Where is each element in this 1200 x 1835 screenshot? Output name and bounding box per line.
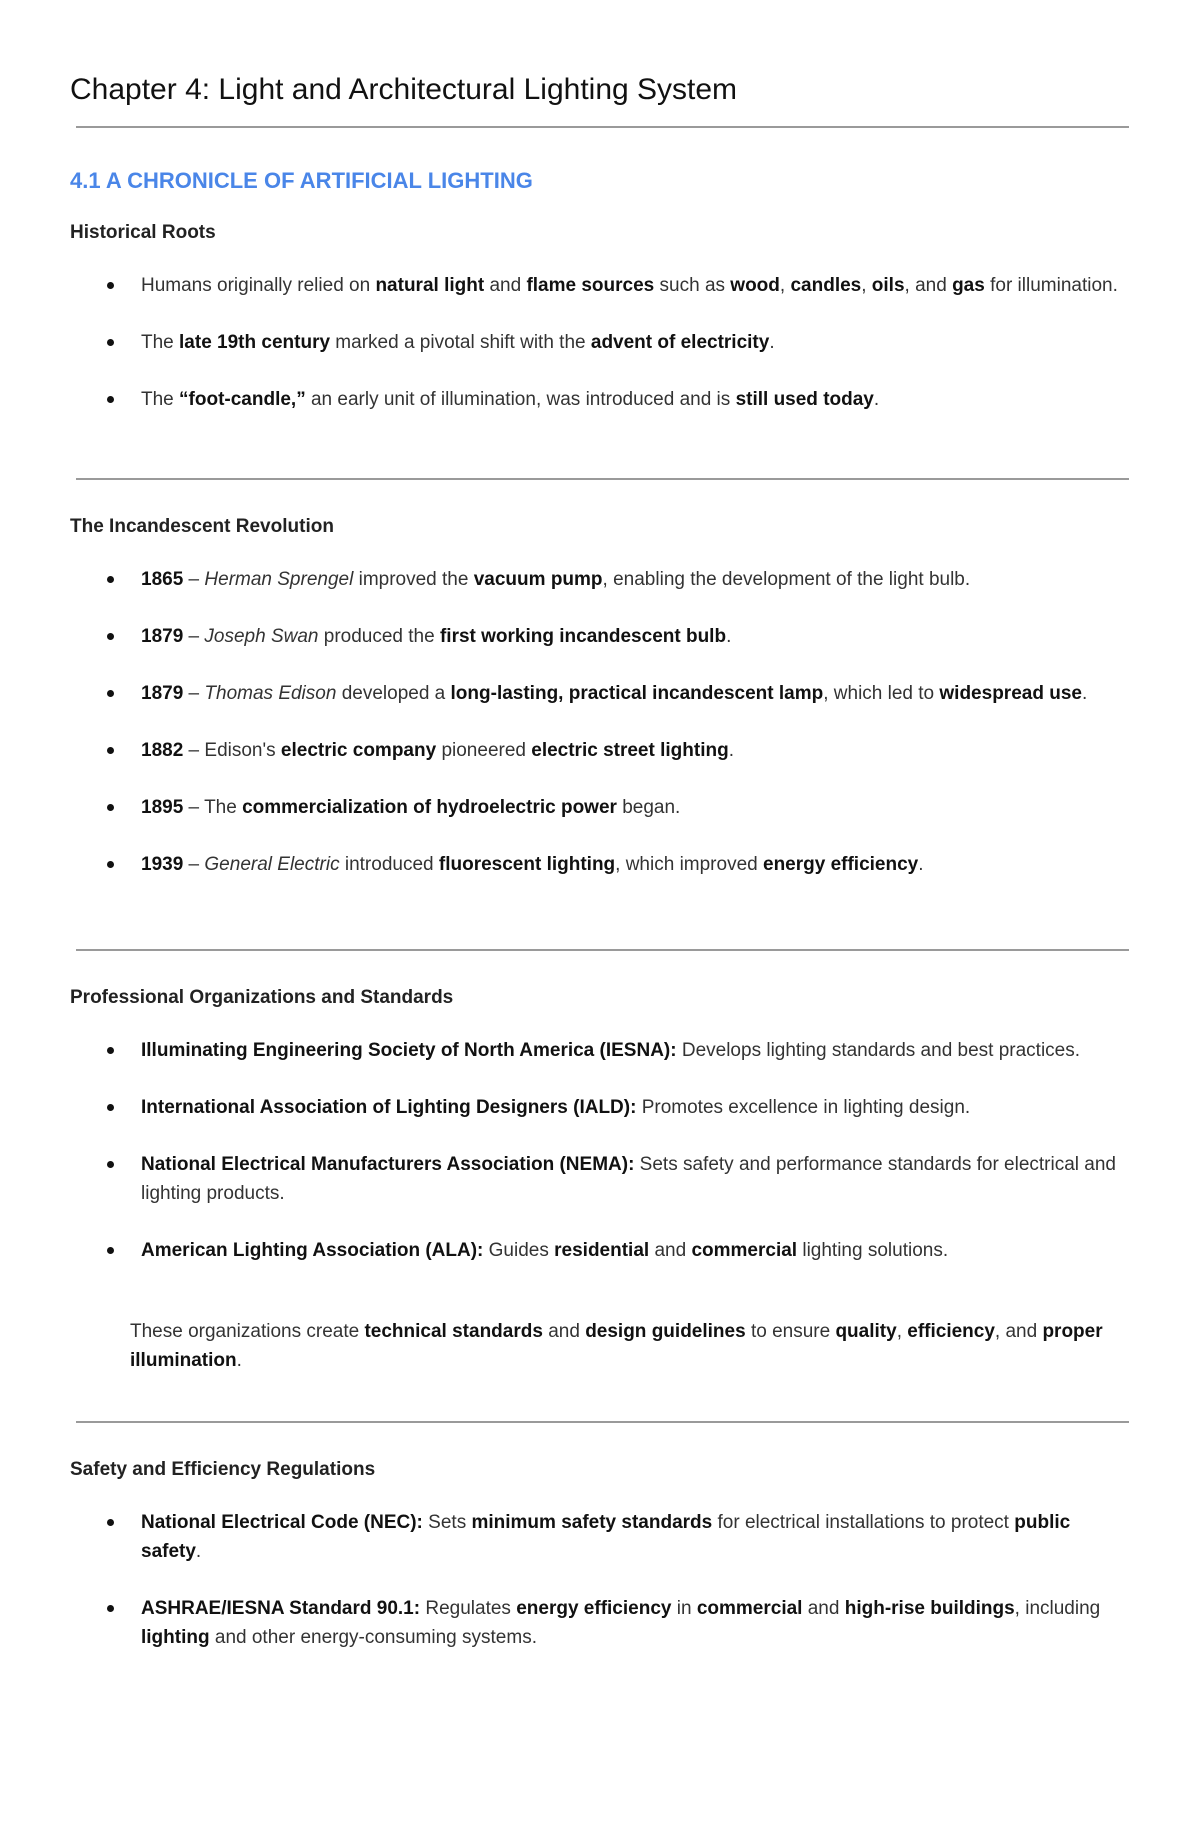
text-run: . <box>236 1350 242 1371</box>
text-run: . <box>195 1541 202 1562</box>
section-divider <box>76 949 1129 951</box>
text-run: improved the <box>353 569 474 590</box>
bold-text: gas <box>952 275 985 296</box>
bold-text: technical standards <box>364 1321 543 1342</box>
text-run: , <box>861 275 872 296</box>
text-run: – <box>183 683 205 704</box>
text-run: , <box>779 275 791 296</box>
bold-text: advent of electricity <box>590 332 770 353</box>
text-run: produced the <box>318 626 440 647</box>
text-run: . <box>873 389 880 410</box>
bold-text: efficiency <box>907 1321 995 1342</box>
bold-text: natural light <box>375 275 485 296</box>
text-run: Promotes excellence in lighting design. <box>636 1097 971 1118</box>
text-run: . <box>726 626 732 647</box>
text-run: to ensure <box>745 1321 836 1342</box>
text-run: introduced <box>339 854 439 875</box>
text-run: – Edison's <box>183 740 281 761</box>
text-run: began. <box>616 797 681 818</box>
bold-text: 1879 <box>141 626 184 647</box>
bold-text: candles <box>790 275 862 296</box>
bold-text: energy efficiency <box>516 1598 672 1619</box>
list-item <box>70 565 1130 594</box>
bold-text: widespread use <box>939 683 1082 704</box>
italic-text: Herman Sprengel <box>204 569 354 590</box>
text-run: , which improved <box>615 854 763 875</box>
text-run: Develops lighting standards and best practices. <box>676 1040 1081 1061</box>
italic-text: General Electric <box>204 854 340 875</box>
bold-text: ASHRAE/IESNA Standard 90.1: <box>141 1598 421 1619</box>
bold-text: quality <box>835 1321 897 1342</box>
bold-text: still used today <box>735 389 874 410</box>
text-run: and <box>542 1321 586 1342</box>
list-item <box>70 271 1130 300</box>
list-item <box>70 736 1130 765</box>
bold-text: 1865 <box>141 569 184 590</box>
text-run: Guides <box>483 1240 555 1261</box>
text-run: Regulates <box>420 1598 517 1619</box>
text-run: These organizations create <box>130 1321 365 1342</box>
text-run: , including <box>1014 1598 1101 1619</box>
text-run: – The <box>183 797 243 818</box>
text-run: pioneered <box>436 740 532 761</box>
section-title: 4.1 A CHRONICLE OF ARTIFICIAL LIGHTING <box>70 168 533 193</box>
text-run: and <box>802 1598 845 1619</box>
list-item <box>70 679 1130 708</box>
text-run: in <box>671 1598 697 1619</box>
bold-text: first working incandescent bulb <box>439 626 727 647</box>
text-run: such as <box>654 275 731 296</box>
text-run: , and <box>994 1321 1043 1342</box>
bold-text: energy efficiency <box>763 854 919 875</box>
chapter-title: Chapter 4: Light and Architectural Lighting System <box>70 73 738 106</box>
bold-text: flame sources <box>526 275 655 296</box>
text-run: . <box>918 854 924 875</box>
text-run: – <box>183 626 205 647</box>
historical-roots-list <box>70 271 1130 414</box>
bold-text: electric company <box>280 740 437 761</box>
text-run: The <box>141 332 180 353</box>
title-divider <box>76 126 1129 128</box>
bold-text: electric street lighting <box>531 740 729 761</box>
bold-text: lighting <box>141 1627 210 1648</box>
text-run: , enabling the development of the light bulb. <box>602 569 971 590</box>
text-run: The <box>141 389 180 410</box>
bold-text: Illuminating Engineering Society of North America (IESNA): <box>141 1040 677 1061</box>
text-run: . <box>728 740 734 761</box>
organizations-note <box>70 1317 1130 1375</box>
text-run: Sets <box>422 1512 472 1533</box>
bold-text: National Electrical Manufacturers Association (NEMA): <box>141 1154 635 1175</box>
list-item <box>70 1150 1130 1208</box>
list-item <box>70 328 1130 357</box>
bold-text: oils <box>871 275 905 296</box>
bold-text: “foot-candle,” <box>179 389 306 410</box>
list-item <box>70 385 1130 414</box>
bold-text: design guidelines <box>585 1321 746 1342</box>
bold-text: proper illumination <box>130 1321 1103 1371</box>
italic-text: Thomas Edison <box>204 683 337 704</box>
text-run: and <box>484 275 527 296</box>
bold-text: residential <box>554 1240 650 1261</box>
bold-text: public safety <box>141 1512 1071 1562</box>
text-run: marked a pivotal shift with the <box>330 332 591 353</box>
incandescent-revolution-list <box>70 565 1130 879</box>
section-divider <box>76 478 1129 480</box>
text-run: for illumination. <box>984 275 1118 296</box>
text-run: . <box>1081 683 1088 704</box>
bold-text: commercialization of hydroelectric power <box>242 797 617 818</box>
subsection-heading-professional-organizations: Professional Organizations and Standards <box>70 987 454 1008</box>
list-item <box>70 1508 1130 1566</box>
text-run: , and <box>904 275 953 296</box>
list-item <box>70 850 1130 879</box>
subsection-heading-historical-roots: Historical Roots <box>70 222 216 243</box>
text-run: an early unit of illumination, was introduced and is <box>305 389 736 410</box>
list-item <box>70 1093 1130 1122</box>
bold-text: International Association of Lighting Designers (IALD): <box>141 1097 637 1118</box>
text-run: . <box>769 332 775 353</box>
text-run: developed a <box>336 683 451 704</box>
bold-text: commercial <box>691 1240 798 1261</box>
bold-text: 1939 <box>141 854 184 875</box>
text-run: – <box>183 569 205 590</box>
bold-text: fluorescent lighting <box>438 854 616 875</box>
bold-text: minimum safety standards <box>471 1512 713 1533</box>
subsection-heading-safety-regulations: Safety and Efficiency Regulations <box>70 1459 376 1480</box>
bold-text: 1895 <box>141 797 184 818</box>
bold-text: vacuum pump <box>473 569 603 590</box>
text-run: Humans originally relied on <box>141 275 376 296</box>
text-run: and <box>649 1240 692 1261</box>
list-item <box>70 622 1130 651</box>
bold-text: commercial <box>696 1598 803 1619</box>
list-item <box>70 1594 1130 1652</box>
list-item <box>70 1236 1130 1265</box>
text-run: , <box>896 1321 908 1342</box>
text-run: lighting solutions. <box>797 1240 949 1261</box>
subsection-heading-incandescent-revolution: The Incandescent Revolution <box>70 516 334 537</box>
bold-text: 1879 <box>141 683 184 704</box>
bold-text: wood <box>730 275 780 296</box>
list-item <box>70 793 1130 822</box>
section-divider <box>76 1421 1129 1423</box>
text-run: and other energy-consuming systems. <box>209 1627 537 1648</box>
text-run: , which led to <box>823 683 940 704</box>
bold-text: high-rise buildings <box>844 1598 1015 1619</box>
bold-text: 1882 <box>141 740 184 761</box>
text-run: Sets safety and performance standards for electrical and lighting products. <box>141 1154 1116 1204</box>
safety-regulations-list <box>70 1508 1130 1652</box>
bold-text: National Electrical Code (NEC): <box>141 1512 423 1533</box>
italic-text: Joseph Swan <box>204 626 319 647</box>
text-run: for electrical installations to protect <box>712 1512 1015 1533</box>
bold-text: American Lighting Association (ALA): <box>141 1240 484 1261</box>
bold-text: long-lasting, practical incandescent lamp <box>450 683 824 704</box>
text-run: – <box>183 854 205 875</box>
list-item <box>70 1036 1130 1065</box>
professional-organizations-list <box>70 1036 1130 1265</box>
bold-text: late 19th century <box>179 332 331 353</box>
